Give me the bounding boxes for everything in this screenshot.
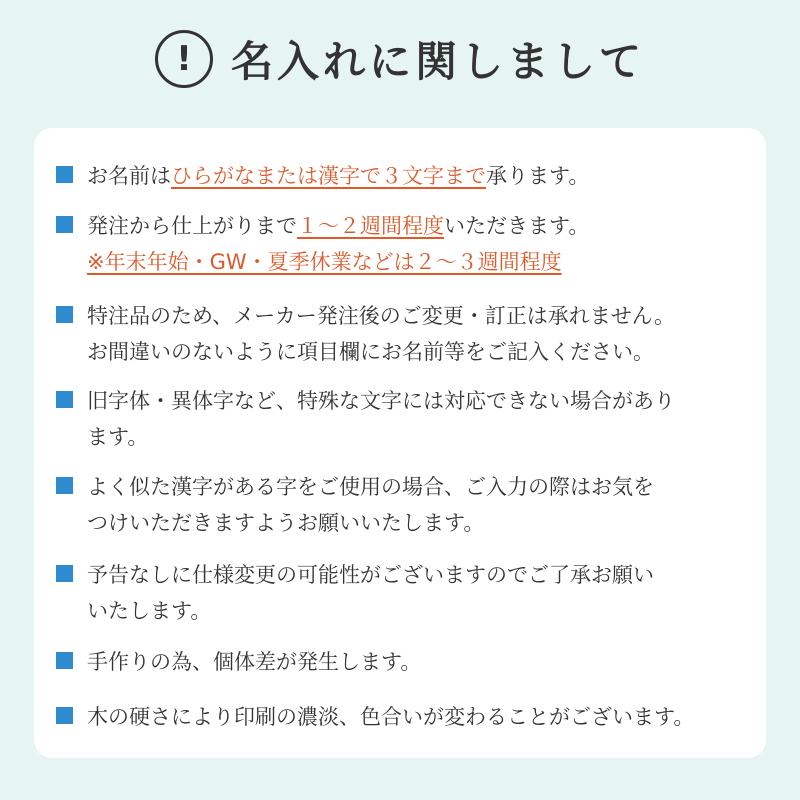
note-item (56, 557, 756, 629)
note-text (87, 644, 421, 680)
exclamation-glyph: ! (176, 39, 192, 79)
note-item (56, 699, 756, 735)
note-text (87, 557, 654, 629)
note-item (56, 298, 756, 370)
note-line: お間違いのないように項目欄にお名前等をご記入ください。 (87, 340, 654, 364)
note-line: いたします。 (87, 599, 212, 623)
square-bullet-icon (56, 652, 73, 669)
note-highlight: １～２週間程度 (297, 214, 444, 238)
square-bullet-icon (56, 306, 73, 323)
note-line (87, 158, 589, 194)
note-text (87, 383, 675, 455)
note-suffix: いただきます。 (444, 214, 590, 238)
note-highlight: ひらがなまたは漢字で３文字まで (171, 164, 486, 188)
note-item (56, 383, 756, 455)
note-line: 木の硬さにより印刷の濃淡、色合いが変わることがございます。 (87, 705, 695, 729)
square-bullet-icon (56, 477, 73, 494)
note-prefix: 発注から仕上がりまで (87, 214, 297, 238)
note-text (87, 469, 654, 541)
square-bullet-icon (56, 216, 73, 233)
note-item (56, 158, 756, 194)
note-line: よく似た漢字がある字をご使用の場合、ご入力の際はお気を (87, 475, 654, 499)
note-line: 予告なしに仕様変更の可能性がございますのでご了承お願い (87, 563, 654, 587)
note-line: 旧字体・異体字など、特殊な文字には対応できない場合があり (87, 389, 675, 413)
note-text (87, 158, 589, 194)
note-line: 手作りの為、個体差が発生します。 (87, 650, 422, 674)
note-prefix: お名前は (87, 164, 171, 188)
header (0, 0, 800, 128)
note-text (87, 208, 589, 280)
note-item (56, 469, 756, 541)
note-highlight-line: ※年末年始・GW・夏季休業などは２～３週間程度 (87, 250, 562, 274)
note-suffix: 承ります。 (486, 164, 590, 188)
note-text (87, 298, 675, 370)
header-inner (155, 29, 645, 89)
note-item (56, 208, 756, 280)
note-line: 特注品のため、メーカー発注後のご変更・訂正は承れません。 (87, 304, 675, 328)
note-line: ます。 (87, 425, 149, 449)
note-text (87, 699, 694, 735)
note-line (87, 208, 589, 244)
square-bullet-icon (56, 391, 73, 408)
square-bullet-icon (56, 707, 73, 724)
square-bullet-icon (56, 166, 73, 183)
exclamation-icon (155, 30, 213, 88)
note-item (56, 644, 756, 680)
page-title: 名入れに関しまして (230, 37, 645, 86)
note-line: つけいただきますようお願いいたします。 (87, 511, 485, 535)
square-bullet-icon (56, 565, 73, 582)
